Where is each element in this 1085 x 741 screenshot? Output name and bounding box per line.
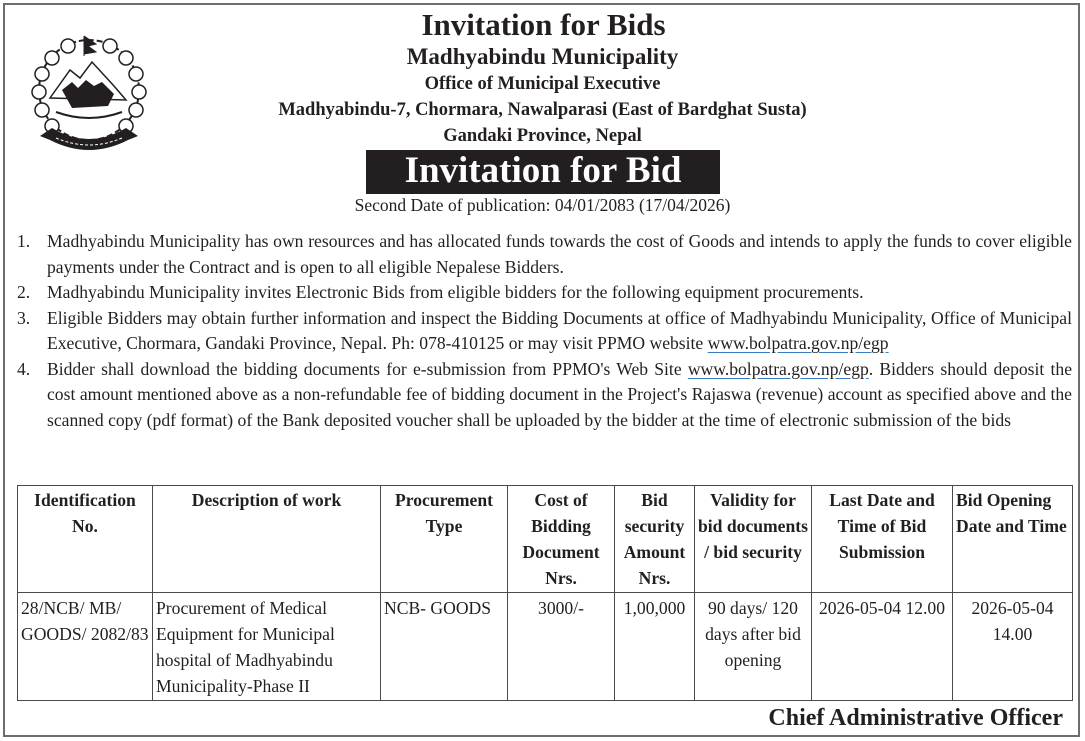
- clause-text: Madhyabindu Municipality invites Electronic Bids from eligible bidders for the following equipment procurements.: [47, 282, 864, 302]
- clause-number: 3.: [17, 307, 31, 328]
- cell-procurement-type: NCB- GOODS: [381, 593, 508, 701]
- cell-bid-security: 1,00,000: [615, 593, 695, 701]
- ppmo-website-link[interactable]: www.bolpatra.gov.np/egp: [707, 333, 889, 353]
- header-cost-of-document: Cost of Bidding Document Nrs.: [508, 486, 615, 593]
- cell-last-date: 2026-05-04 12.00: [812, 593, 953, 701]
- cell-validity: 90 days/ 120 days after bid opening: [695, 593, 812, 701]
- header-opening-date: Bid Opening Date and Time: [953, 486, 1073, 593]
- clause-text: Eligible Bidders may obtain further information and inspect the Bidding Documents at office of Madhyabindu Municipality, Office of Municipal Executive, Chormara, Gandaki Province, Nepal. Ph: 078-410125 or may visit PPMO website: [47, 307, 1072, 353]
- clause-item: [17, 306, 1072, 357]
- clause-number: 2.: [17, 282, 31, 302]
- province-line: Gandaki Province, Nepal: [443, 126, 642, 146]
- clause-number: 4.: [17, 358, 31, 379]
- clause-text: Bidder shall download the bidding documents for e-submission from PPMO's Web Site: [47, 358, 688, 379]
- bid-table: [17, 485, 1073, 701]
- cell-description: Procurement of Medical Equipment for Municipal hospital of Madhyabindu Municipality-Phase II: [153, 593, 381, 701]
- ppmo-website-link[interactable]: www.bolpatra.gov.np/egp: [687, 358, 869, 379]
- cell-cost: 3000/-: [508, 593, 615, 701]
- clause-number: 1.: [17, 231, 31, 251]
- address-line: Madhyabindu-7, Chormara, Nawalparasi (East of Bardghat Susta): [278, 100, 807, 120]
- header-last-date: Last Date and Time of Bid Submission: [812, 486, 953, 593]
- header-identification-no: Identification No.: [18, 486, 153, 593]
- clauses-list: [17, 229, 1072, 433]
- office-name: Office of Municipal Executive: [424, 74, 661, 94]
- table-header-row: [18, 486, 1073, 593]
- clause-item: [17, 357, 1072, 434]
- signature-title: Chief Administrative Officer: [768, 705, 1063, 731]
- cell-identification-no: 28/NCB/ MB/ GOODS/ 2082/83: [18, 593, 153, 701]
- header-validity: Validity for bid documents / bid security: [695, 486, 812, 593]
- cell-opening-date: 2026-05-04 14.00: [953, 593, 1073, 701]
- municipality-name: Madhyabindu Municipality: [406, 44, 679, 69]
- clause-item: [17, 229, 1072, 280]
- notice-title: Invitation for Bids: [421, 7, 666, 42]
- header-procurement-type: Procurement Type: [381, 486, 508, 593]
- clause-text: Madhyabindu Municipality has own resources and has allocated funds towards the cost of Goods and intends to apply the funds to cover eligible payments under the Contract and is open to all eligible Nepalese Bidders.: [47, 231, 1072, 277]
- publication-date: Second Date of publication: 04/01/2083 (17/04/2026): [354, 195, 731, 215]
- header-description: Description of work: [153, 486, 381, 593]
- table-row: [18, 593, 1073, 701]
- invitation-banner: Invitation for Bid: [366, 150, 720, 194]
- notice-header: [0, 8, 1085, 216]
- clause-text-after: . Bidders should deposit the cost amount mentioned above as a non-refundable fee of bidding document in the Project's Rajaswa (revenue) account as specified above and the scanned copy (pdf format) of the Bank deposited voucher shall be uploaded by the bidder at the time of electronic submission of the bids: [47, 358, 1072, 430]
- header-bid-security: Bid security Amount Nrs.: [615, 486, 695, 593]
- clause-item: [17, 280, 1072, 306]
